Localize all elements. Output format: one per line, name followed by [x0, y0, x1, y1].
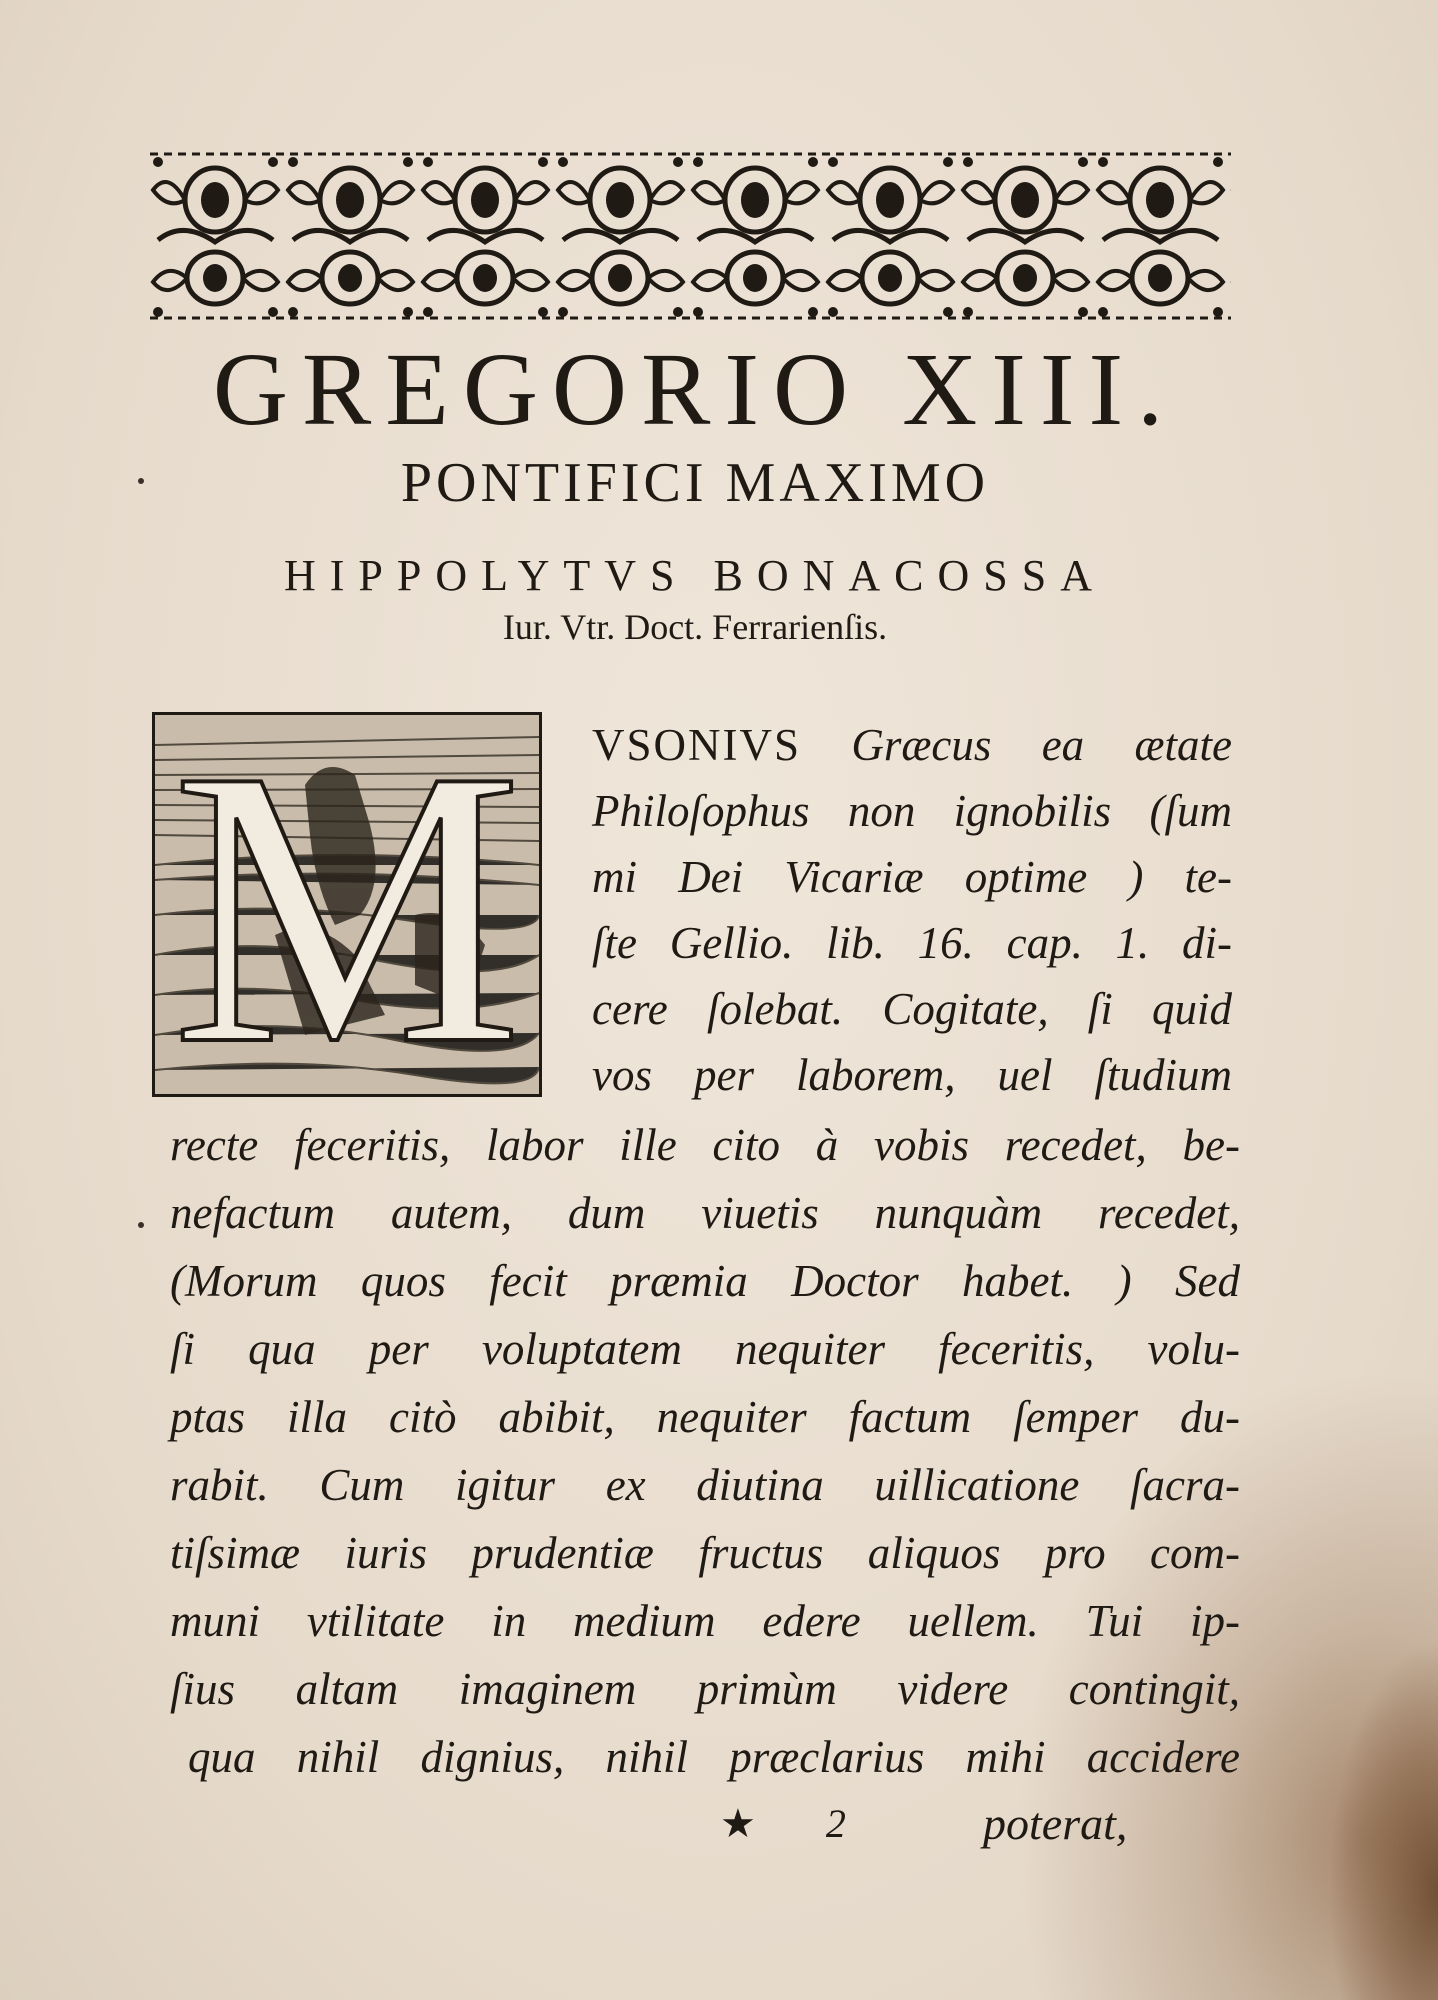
title: GREGORIO XIII. — [212, 332, 1178, 447]
signature-mark — [720, 1800, 846, 1847]
author-credentials: Iur. Vtr. Doct. Ferrarienſis. — [502, 607, 888, 647]
body-line: muni vtilitate in medium edere uellem. Tui ip- — [170, 1596, 1240, 1646]
water-stain — [1328, 1640, 1438, 2000]
body-line: nefactum autem, dum viuetis nunquàm recedet, — [170, 1188, 1240, 1238]
ornamental-headpiece — [148, 150, 1233, 322]
body-line: ptas illa citò abibit, nequiter factum ſemper du- — [170, 1392, 1240, 1442]
catchword: poterat, — [983, 1798, 1128, 1849]
body-line: mi Dei Vicariæ optime ) te- — [592, 852, 1232, 902]
body-line: (Morum quos fecit præmia Doctor habet. ) Sed — [170, 1256, 1240, 1306]
decorated-initial — [152, 712, 542, 1097]
first-word-caps: VSONIVS — [592, 720, 802, 770]
subtitle: PONTIFICI MAXIMO — [400, 452, 990, 514]
body-line: cere ſolebat. Cogitate, ſi quid — [592, 984, 1232, 1034]
initial-letter: M — [171, 712, 523, 1097]
first-line-rest: Græcus ea ætate — [851, 720, 1232, 770]
author-name: HIPPOLYTVS BONACOSSA — [283, 551, 1107, 600]
body-line: qua nihil dignius, nihil præclarius mihi accidere — [188, 1732, 1240, 1782]
body-line: ſius altam imaginem primùm videre contingit, — [170, 1664, 1240, 1714]
ink-speck — [138, 1222, 144, 1228]
body-line: vos per laborem, uel ſtudium — [592, 1050, 1232, 1100]
body-line: ſte Gellio. lib. 16. cap. 1. di- — [592, 918, 1232, 968]
body-line: tiſsimæ iuris prudentiæ fructus aliquos pro com- — [170, 1528, 1240, 1578]
signature-number: 2 — [825, 1801, 846, 1846]
body-line: Philoſophus non ignobilis (ſum — [592, 786, 1232, 836]
body-line — [592, 712, 1232, 778]
body-line: rabit. Cum igitur ex diutina uillicatione ſacra- — [170, 1460, 1240, 1510]
body-line: ſi qua per voluptatem nequiter feceritis, volu- — [170, 1324, 1240, 1374]
body-line: recte feceritis, labor ille cito à vobis recedet, be- — [170, 1120, 1240, 1170]
star-icon: ★ — [720, 1801, 756, 1846]
